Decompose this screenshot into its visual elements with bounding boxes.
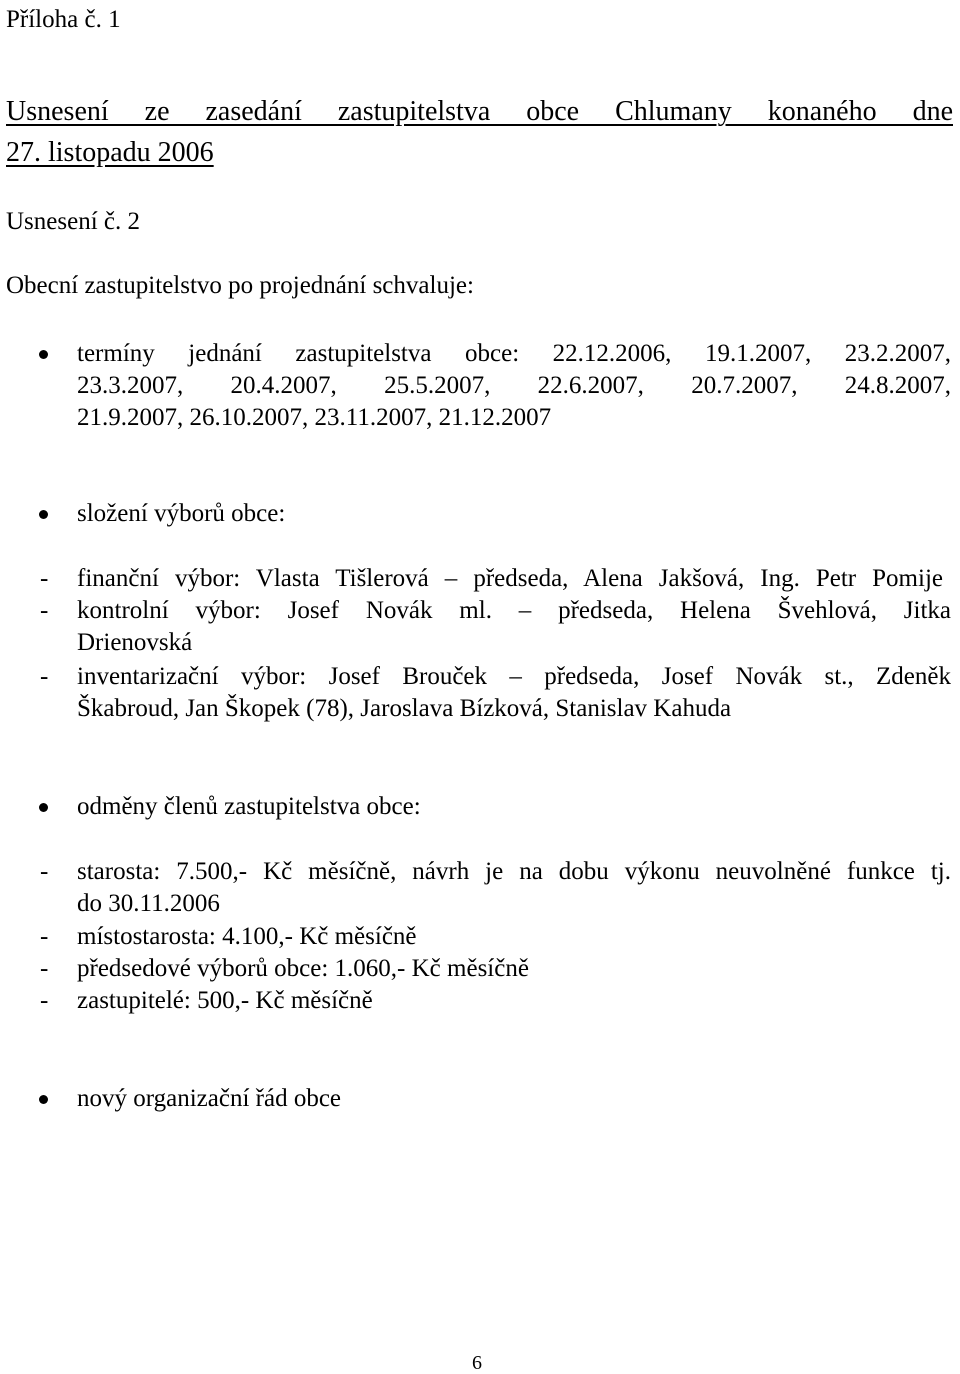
annex-label: Příloha č. 1 [6, 6, 121, 33]
committee-financial: finanční výbor: Vlasta Tišlerová – předseda, Alena Jakšová, Ing. Petr Pomije [77, 565, 943, 592]
committees-label: složení výborů obce: [77, 500, 286, 527]
committee-inventory-line2: Škabroud, Jan Škopek (78), Jaroslava Bízková, Stanislav Kahuda [77, 695, 732, 722]
rules-label: nový organizační řád obce [77, 1085, 342, 1112]
bullet-committees-icon [39, 510, 48, 519]
document-title-line2: 27. listopadu 2006 [6, 137, 214, 168]
remuneration-deputy: místostarosta: 4.100,- Kč měsíčně [77, 923, 417, 950]
meetings-line3: 21.9.2007, 26.10.2007, 23.11.2007, 21.12.2007 [77, 404, 552, 431]
dash-mayor: - [40, 858, 49, 885]
remuneration-members: zastupitelé: 500,- Kč měsíčně [77, 987, 373, 1014]
dash-control: - [40, 597, 49, 624]
remuneration-chairs: předsedové výborů obce: 1.060,- Kč měsíčně [77, 955, 529, 982]
committee-control-line1: kontrolní výbor: Josef Novák ml. – předseda, Helena Švehlová, Jitka [77, 597, 951, 624]
resolution-number: Usnesení č. 2 [6, 208, 140, 235]
remuneration-mayor-line2: do 30.11.2006 [77, 890, 220, 917]
dash-deputy: - [40, 923, 49, 950]
dash-members: - [40, 987, 49, 1014]
document-title-line1: Usnesení ze zasedání zastupitelstva obce Chlumany konaného dne [6, 96, 953, 127]
dash-chairs: - [40, 955, 49, 982]
meetings-line2: 23.3.2007, 20.4.2007, 25.5.2007, 22.6.2007, 20.7.2007, 24.8.2007, [77, 372, 951, 399]
remuneration-mayor-line1: starosta: 7.500,- Kč měsíčně, návrh je na dobu výkonu neuvolněné funkce tj. [77, 858, 951, 885]
committee-inventory-line1: inventarizační výbor: Josef Brouček – předseda, Josef Novák st., Zdeněk [77, 663, 951, 690]
bullet-rules-icon [39, 1095, 48, 1104]
meetings-line1: termíny jednání zastupitelstva obce: 22.12.2006, 19.1.2007, 23.2.2007, [77, 340, 951, 367]
committee-control-line2: Drienovská [77, 629, 193, 656]
resolution-intro: Obecní zastupitelstvo po projednání schvaluje: [6, 272, 474, 299]
bullet-remuneration-icon [39, 803, 48, 812]
page-number: 6 [472, 1352, 482, 1374]
dash-inventory: - [40, 663, 49, 690]
bullet-meetings-icon [39, 350, 48, 359]
dash-financial: - [40, 565, 49, 592]
remuneration-label: odměny členů zastupitelstva obce: [77, 793, 421, 820]
